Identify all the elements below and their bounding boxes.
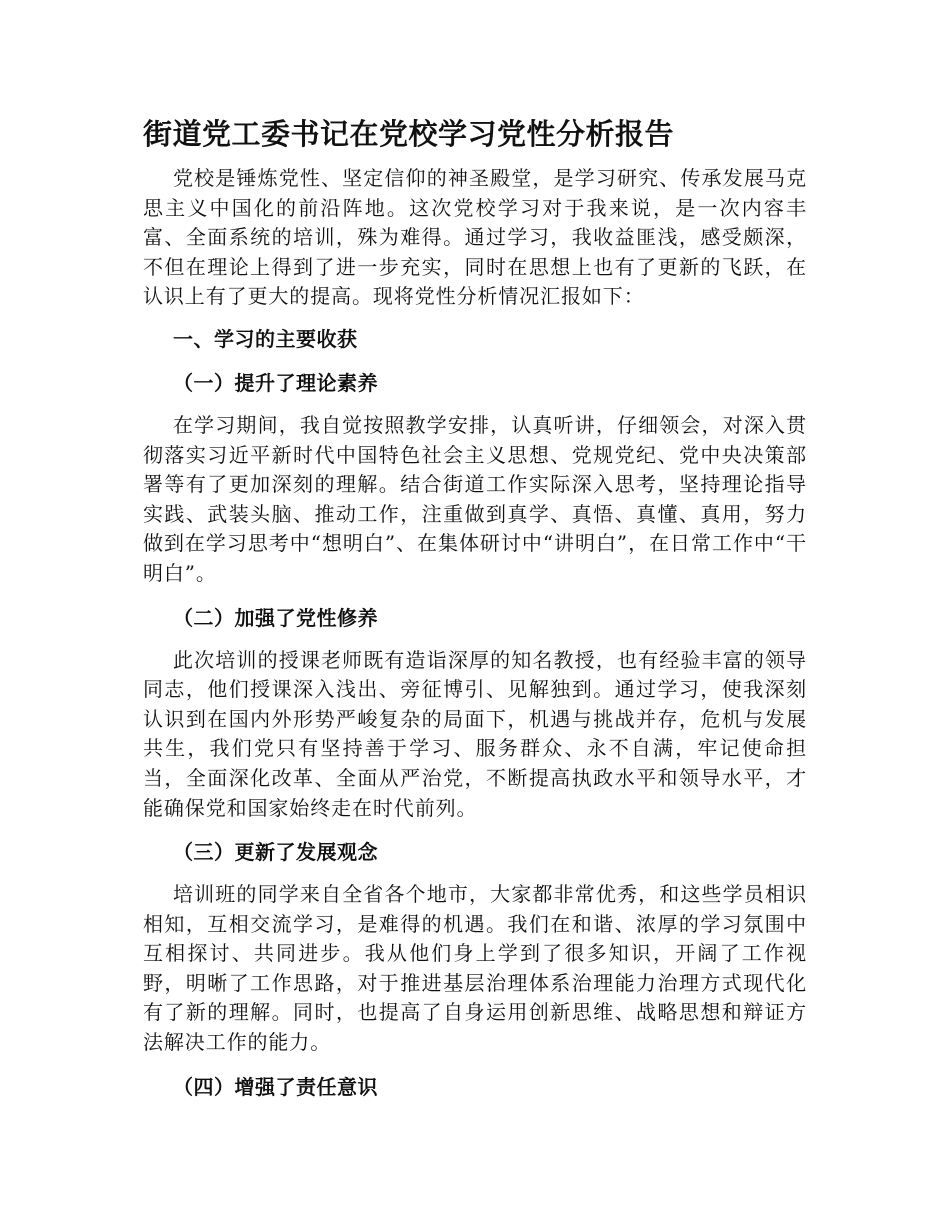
paragraph-party-spirit: 此次培训的授课老师既有造诣深厚的知名教授，也有经验丰富的领导同志，他们授课深入浅出、旁征博引、见解独到。通过学习，使我深刻认识到在国内外形势严峻复杂的局面下，机遇与挑战并存，危机与发展共生，我们党只有坚持善于学习、服务群众、永不自满，牢记使命担当，全面深化改革、全面从严治党，不断提高执政水平和领导水平，才能确保党和国家始终走在时代前列。 <box>143 647 807 820</box>
intro-paragraph: 党校是锤炼党性、坚定信仰的神圣殿堂，是学习研究、传承发展马克思主义中国化的前沿阵地。这次党校学习对于我来说，是一次内容丰富、全面系统的培训，殊为难得。通过学习，我收益匪浅，感受颇深，不但在理论上得到了进一步充实，同时在思想上也有了更新的飞跃，在认识上有了更大的提高。现将党性分析情况汇报如下： <box>143 166 807 309</box>
section-heading-main-gains: 一、学习的主要收获 <box>173 326 358 351</box>
subheading-responsibility: （四）增强了责任意识 <box>173 1074 378 1099</box>
subheading-party-spirit: （二）加强了党性修养 <box>173 605 378 630</box>
paragraph-development: 培训班的同学来自全省各个地市，大家都非常优秀，和这些学员相识相知，互相交流学习，是难得的机遇。我们在和谐、浓厚的学习氛围中互相探讨、共同进步。我从他们身上学到了很多知识，开阔了工作视野，明晰了工作思路，对于推进基层治理体系治理能力治理方式现代化有了新的理解。同时，也提高了自身运用创新思维、战略思想和辩证方法解决工作的能力。 <box>143 882 807 1055</box>
subheading-theory: （一）提升了理论素养 <box>173 370 378 395</box>
document-body <box>143 112 807 1115</box>
subheading-development: （三）更新了发展观念 <box>173 840 378 865</box>
paragraph-theory: 在学习期间，我自觉按照教学安排，认真听讲，仔细领会，对深入贯彻落实习近平新时代中国特色社会主义思想、党规党纪、党中央决策部署等有了更加深刻的理解。结合街道工作实际深入思考，坚持理论指导实践、武装头脑、推动工作，注重做到真学、真悟、真懂、真用，努力做到在学习思考中“想明白”、在集体研讨中“讲明白”，在日常工作中“干明白”。 <box>143 412 807 585</box>
document-title: 街道党工委书记在党校学习党性分析报告 <box>143 117 675 151</box>
